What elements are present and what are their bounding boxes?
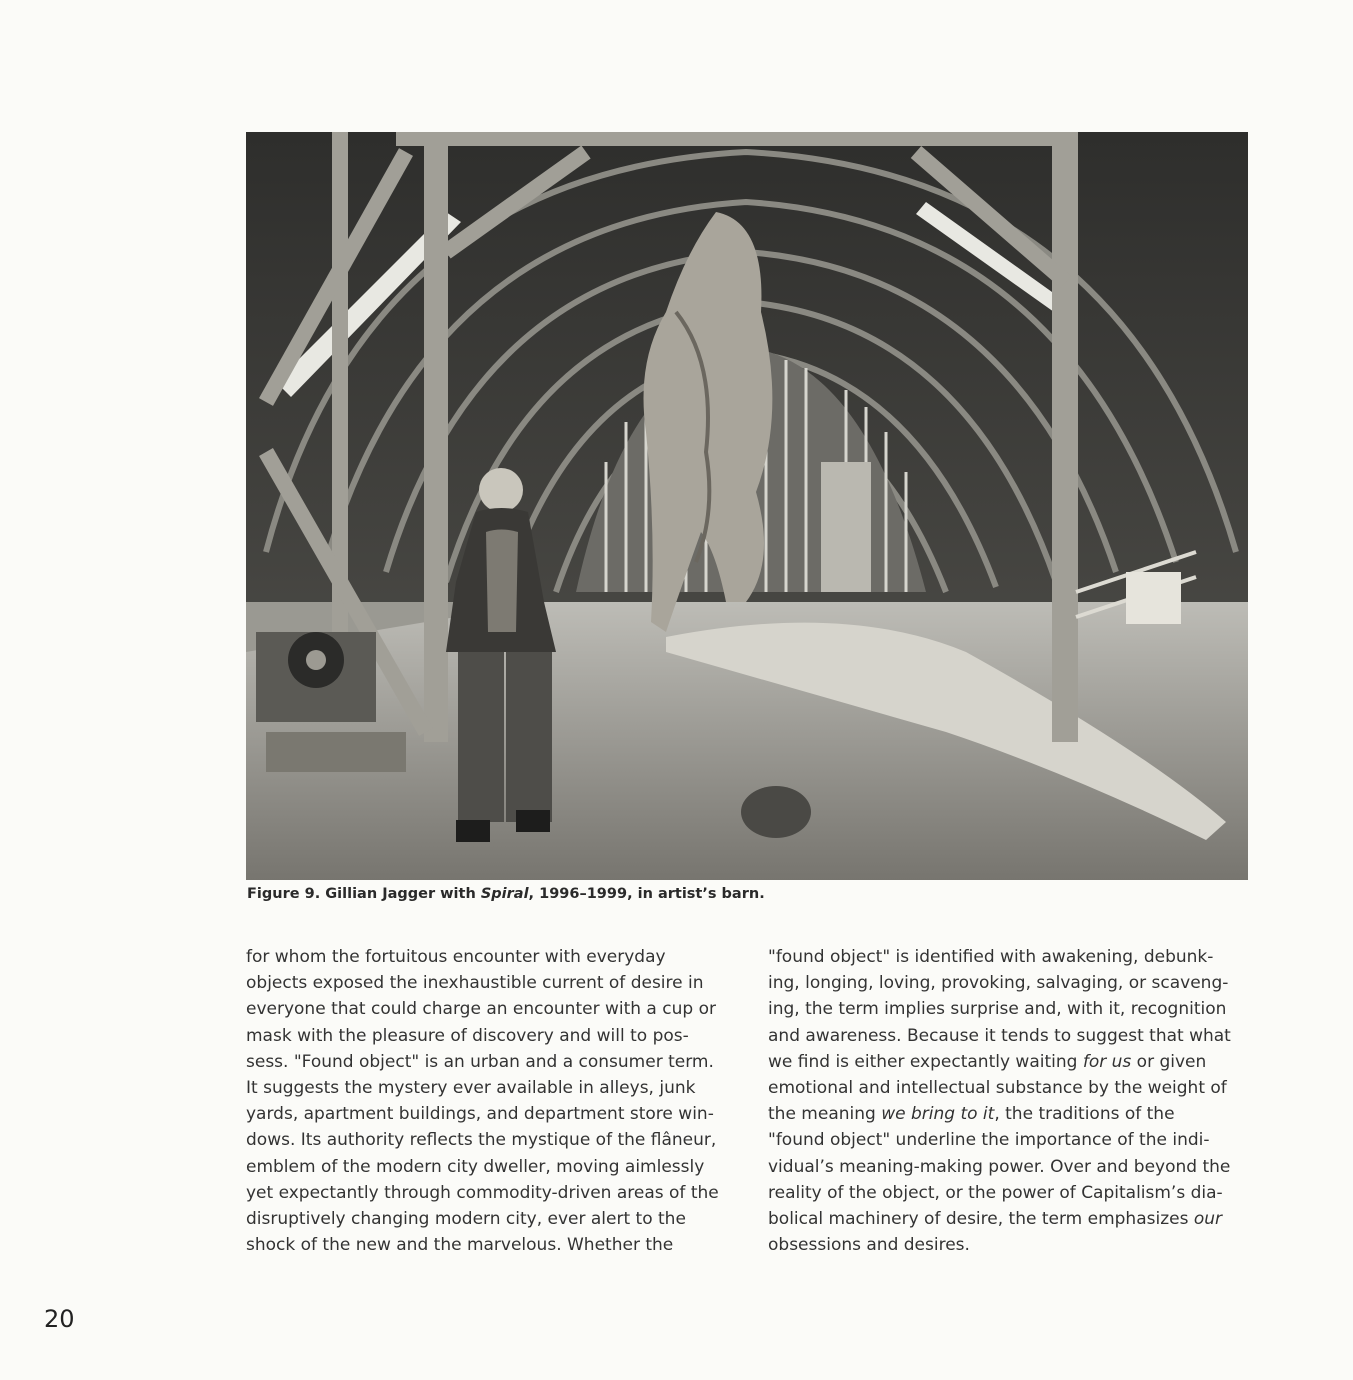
text-line: ing, longing, loving, provoking, salvaging, or scaveng- — [768, 973, 1229, 994]
text-line: vidual’s meaning-making power. Over and beyond the — [768, 1156, 1231, 1177]
text-line: "found object" underline the importance of the indi- — [768, 1130, 1210, 1151]
text-line: mask with the pleasure of discovery and will to pos- — [246, 1025, 689, 1046]
caption-prefix: Figure 9. Gillian Jagger with — [247, 886, 481, 902]
text-line: obsessions and desires. — [768, 1235, 970, 1256]
text-line: disruptively changing modern city, ever alert to the — [246, 1209, 686, 1230]
text-line: dows. Its authority reflects the mystique of the flâneur, — [246, 1130, 717, 1151]
text-segment: the meaning — [768, 1104, 882, 1125]
text-line: and awareness. Because it tends to suggest that what — [768, 1025, 1231, 1046]
barn-photo-illustration — [246, 132, 1248, 880]
text-line: everyone that could charge an encounter with a cup or — [246, 999, 716, 1020]
text-line: It suggests the mystery ever available in alleys, junk — [246, 1078, 696, 1099]
text-line: yet expectantly through commodity-driven areas of the — [246, 1182, 719, 1203]
text-line: ing, the term implies surprise and, with it, recognition — [768, 999, 1227, 1020]
text-line: emblem of the modern city dweller, moving aimlessly — [246, 1156, 705, 1177]
text-line — [768, 1049, 1238, 1075]
text-line: sess. "Found object" is an urban and a consumer term. — [246, 1051, 714, 1072]
text-line: shock of the new and the marvelous. Whether the — [246, 1235, 674, 1256]
text-line: for whom the fortuitous encounter with everyday — [246, 947, 666, 967]
body-column-left — [246, 944, 726, 1258]
text-segment: bolical machinery of desire, the term emphasizes — [768, 1209, 1194, 1230]
page-number: 20 — [44, 1305, 75, 1333]
text-segment: we find is either expectantly waiting — [768, 1051, 1083, 1072]
text-line — [768, 1206, 1238, 1232]
caption-suffix: , 1996–1999, in artist’s barn. — [528, 886, 765, 902]
text-emphasis: we bring to it — [881, 1104, 995, 1125]
text-segment: , the traditions of the — [994, 1104, 1175, 1125]
text-line: reality of the object, or the power of Capitalism’s dia- — [768, 1182, 1223, 1203]
text-emphasis: for us — [1082, 1051, 1132, 1072]
text-line: yards, apartment buildings, and department store win- — [246, 1104, 714, 1125]
text-emphasis: our — [1193, 1209, 1223, 1230]
figure-caption — [247, 886, 1247, 902]
text-line: emotional and intellectual substance by the weight of — [768, 1078, 1227, 1099]
body-column-right — [768, 944, 1238, 1258]
text-segment: or given — [1131, 1051, 1207, 1072]
barn-photograph — [246, 132, 1248, 880]
text-line — [768, 1101, 1238, 1127]
text-line: objects exposed the inexhaustible current of desire in — [246, 973, 704, 994]
text-line: "found object" is identified with awakening, debunk- — [768, 947, 1214, 967]
caption-artwork-title: Spiral — [480, 886, 529, 902]
